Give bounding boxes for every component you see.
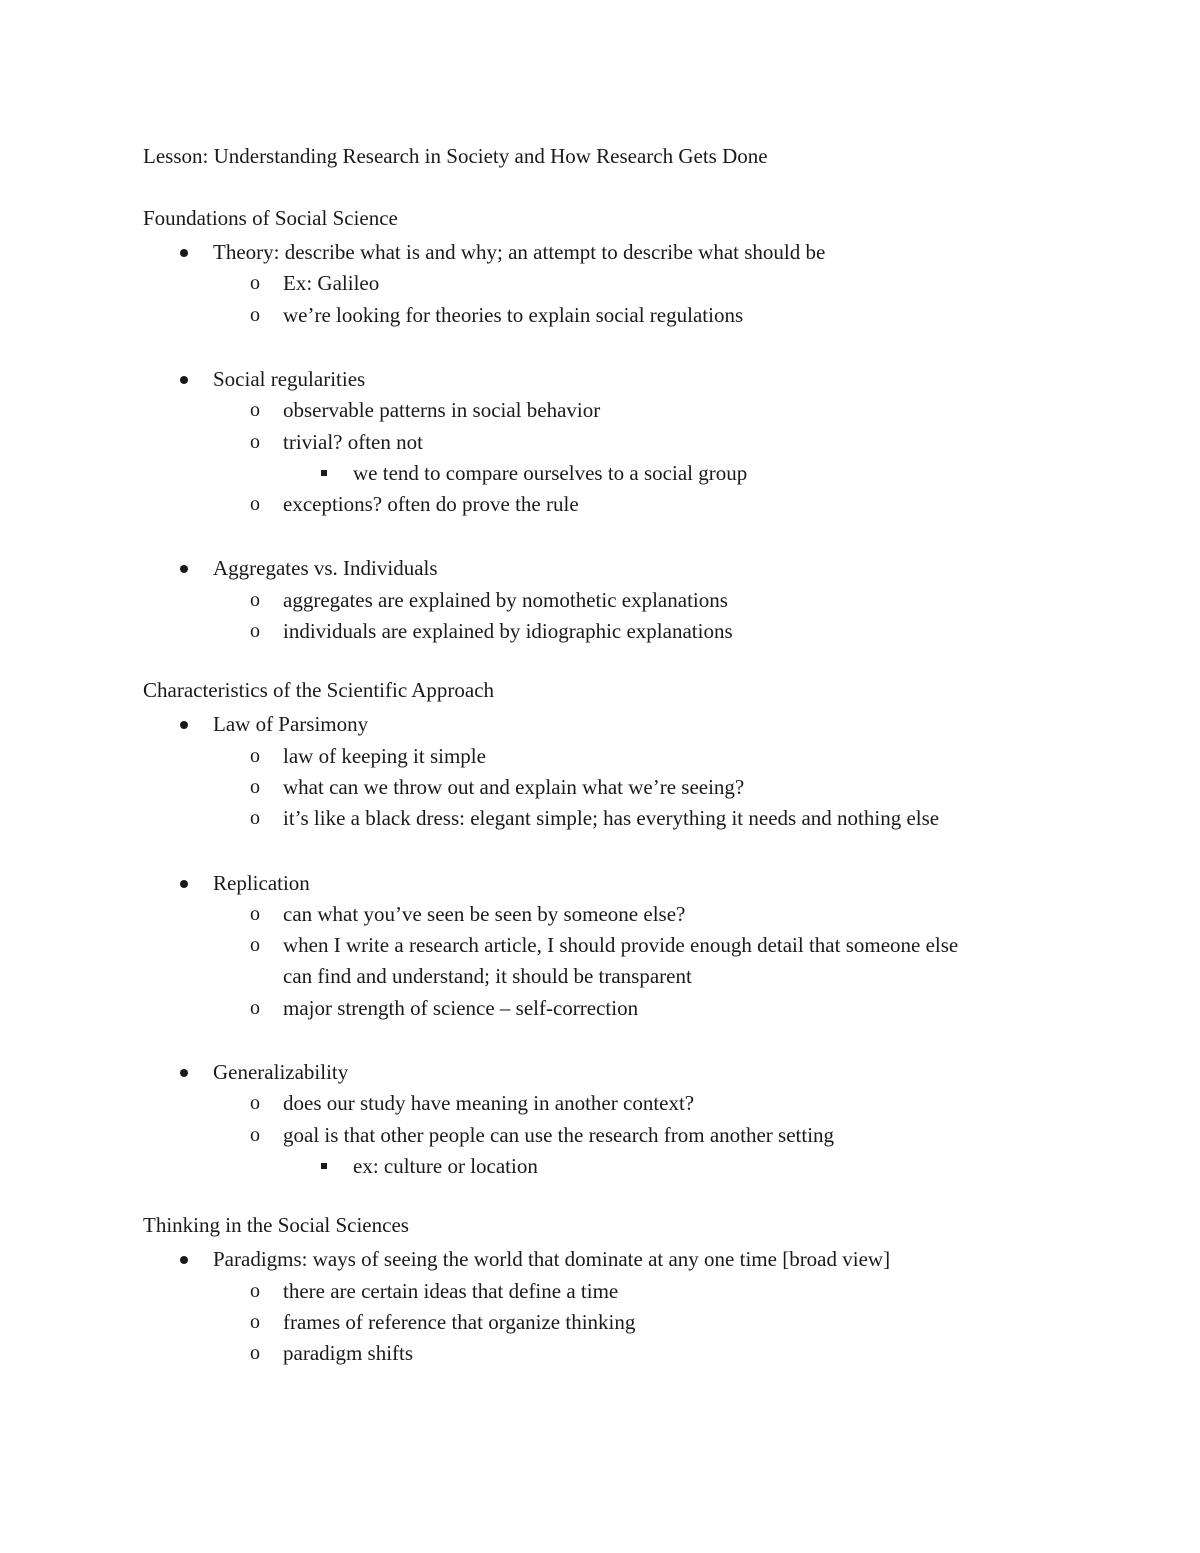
bullet-dot-icon [180,565,188,573]
sub-bullet-item: we’re looking for theories to explain social regulations [283,302,744,327]
bullet-circle-icon: o [250,902,260,925]
bullet-circle-icon: o [250,807,260,830]
bullet-dot-icon [180,1069,188,1077]
bullet-circle-icon: o [250,1092,260,1115]
bullet-circle-icon: o [250,1310,260,1333]
bullet-circle-icon: o [250,493,260,516]
bullet-dot-icon [180,249,188,257]
bullet-circle-icon: o [250,430,260,453]
bullet-circle-icon: o [250,399,260,422]
bullet-circle-icon: o [250,588,260,611]
sub-bullet-item: individuals are explained by idiographic explanations [283,619,733,643]
document-title: Lesson: Understanding Research in Society and How Research Gets Done [143,144,768,168]
section-heading: Thinking in the Social Sciences [143,1213,409,1238]
sub-bullet-item: can what you’ve seen be seen by someone else? [283,901,686,926]
section-heading: Characteristics of the Scientific Approach [143,678,495,703]
bullet-dot-icon [180,880,188,888]
bullet-item: Replication [213,870,310,895]
bullet-circle-icon: o [250,996,260,1019]
sub-bullet-item: observable patterns in social behavior [283,398,601,423]
bullet-item: Law of Parsimony [213,712,369,737]
bullet-dot-icon [180,721,188,729]
sub-bullet-item: aggregates are explained by nomothetic explanations [283,587,728,612]
sub-sub-bullet-item: ex: culture or location [353,1153,538,1178]
sub-bullet-item: it’s like a black dress: elegant simple; has everything it needs and nothing else [283,806,940,831]
sub-bullet-item: exceptions? often do prove the rule [283,492,579,517]
bullet-circle-icon: o [250,744,260,767]
bullet-dot-icon [180,1256,188,1264]
bullet-square-icon [321,470,327,476]
bullet-circle-icon: o [250,620,260,642]
sub-bullet-item: goal is that other people can use the research from another setting [283,1122,835,1147]
sub-bullet-item: paradigm shifts [283,1341,414,1366]
bullet-item: Generalizability [213,1060,349,1084]
sub-bullet-item: there are certain ideas that define a time [283,1278,619,1303]
bullet-item: Aggregates vs. Individuals [213,556,438,581]
sub-bullet-continuation: can find and understand; it should be transparent [283,964,692,989]
sub-bullet-item: law of keeping it simple [283,743,486,768]
sub-bullet-item: major strength of science – self-correction [283,995,639,1020]
sub-bullet-item: what can we throw out and explain what we’re seeing? [283,774,745,799]
sub-bullet-item: trivial? often not [283,429,423,454]
sub-bullet-item: does our study have meaning in another context? [283,1091,695,1116]
sub-bullet-item: when I write a research article, I should provide enough detail that someone else [283,933,959,958]
bullet-item: Paradigms: ways of seeing the world that dominate at any one time [broad view] [213,1247,891,1272]
bullet-square-icon [321,1163,327,1169]
bullet-circle-icon: o [250,1279,260,1302]
bullet-circle-icon: o [250,272,260,295]
sub-bullet-item: frames of reference that organize thinking [283,1309,636,1334]
sub-bullet-item: Ex: Galileo [283,271,380,296]
bullet-item: Theory: describe what is and why; an attempt to describe what should be [213,240,826,264]
bullet-dot-icon [180,376,188,384]
bullet-circle-icon: o [250,1123,260,1146]
bullet-circle-icon: o [250,1342,260,1365]
bullet-circle-icon: o [250,934,260,957]
sub-sub-bullet-item: we tend to compare ourselves to a social group [353,460,748,485]
bullet-circle-icon: o [250,775,260,798]
bullet-item: Social regularities [213,366,366,391]
section-heading: Foundations of Social Science [143,206,398,230]
bullet-circle-icon: o [250,303,260,326]
